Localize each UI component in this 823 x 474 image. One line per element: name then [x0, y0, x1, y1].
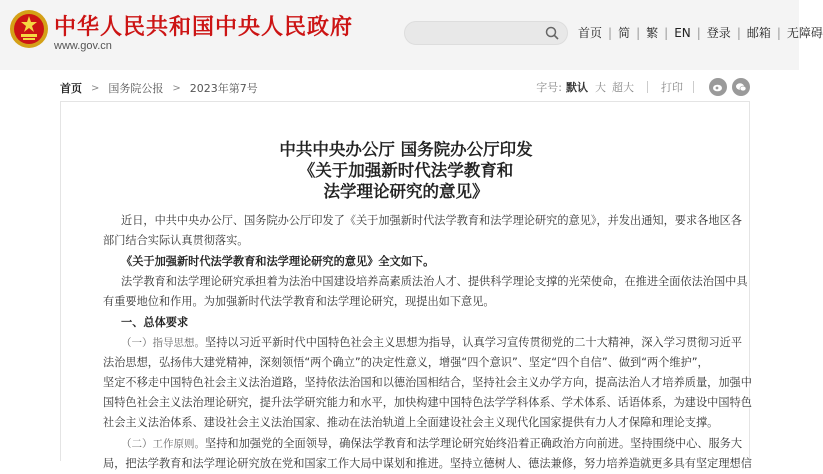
site-name[interactable]: 中华人民共和国中央人民政府 [54, 14, 354, 40]
breadcrumb-section[interactable]: 国务院公报 [108, 82, 164, 95]
paragraph-text: 法学教育和法学理论研究承担着为法治中国建设培养高素质法治人才、提供科学理论支撑的光荣使命，在推进全面依法治国中具 [121, 275, 748, 288]
link-home[interactable]: 首页 [578, 26, 603, 40]
paragraph-text: 坚定不移走中国特色社会主义法治道路，坚持依法治国和以德治国相结合，坚持社会主义办学方向，提高法治人才培养质量，加强中 [103, 376, 752, 389]
article-title-line2: 《关于加强新时代法学教育和 [298, 161, 514, 180]
paragraph-text: 法治思想，弘扬伟大建党精神，深刻领悟“两个确立”的决定性意义，增强“四个意识”、坚定“四个自信”、做到“两个维护”， [103, 356, 709, 369]
paragraph-heading: 《关于加强新时代法学教育和法学理论研究的意见》全文如下。 [121, 255, 435, 268]
breadcrumb-issue[interactable]: 2023年第7号 [189, 82, 258, 95]
print-button[interactable]: 打印 [661, 81, 683, 94]
subsection-label: （二）工作原则。 [121, 438, 205, 450]
breadcrumb-bar [60, 76, 750, 96]
weibo-share-icon[interactable] [709, 78, 727, 96]
top-links [578, 24, 823, 41]
breadcrumb [60, 80, 258, 96]
divider: | [608, 25, 613, 40]
link-english[interactable]: EN [674, 25, 691, 40]
divider: | [736, 25, 741, 40]
article-title-line3: 法学理论研究的意见》 [323, 182, 489, 201]
paragraph-text: 国特色社会主义法治理论研究，提升法学研究能力和水平，加快构建中国特色法学学科体系、学术体系、话语体系，为建设中国特色 [103, 396, 752, 409]
subsection-label: （一）指导思想。 [121, 337, 205, 349]
article-title-line1: 中共中央办公厅 国务院办公厅印发 [279, 140, 533, 159]
font-size-xlarge[interactable]: 超大 [612, 81, 634, 94]
divider: | [776, 25, 781, 40]
search-icon[interactable] [545, 26, 559, 40]
link-simplified[interactable]: 简 [618, 26, 631, 40]
link-mailbox[interactable]: 邮箱 [746, 26, 771, 40]
divider [647, 81, 648, 93]
paragraph-text: 部门结合实际认真贯彻落实。 [103, 234, 249, 247]
paragraph-text: 社会主义法治体系、建设社会主义法治国家、推动在法治轨道上全面建设社会主义现代化国家提供有力人才保障和理论支撑。 [103, 416, 719, 429]
wechat-share-icon[interactable] [732, 78, 750, 96]
site-header [0, 0, 823, 70]
paragraph-text: 有重要地位和作用。为加强新时代法学教育和法学理论研究，现提出如下意见。 [103, 295, 495, 308]
paragraph-text: 局，把法学教育和法学理论研究放在党和国家工作大局中谋划和推进。坚持立德树人、德法兼修，努力培养造就更多具有坚定理想信 [103, 457, 752, 470]
breadcrumb-home[interactable]: 首页 [60, 82, 82, 95]
font-size-default[interactable]: 默认 [566, 81, 588, 94]
divider: | [664, 25, 669, 40]
font-size-label: 字号: [536, 81, 562, 94]
link-accessibility[interactable]: 无障碍 [786, 26, 823, 40]
divider [693, 81, 694, 93]
paragraph-text [121, 333, 743, 353]
section-heading: 一、总体要求 [121, 316, 189, 329]
font-size-large[interactable]: 大 [595, 81, 606, 94]
chevron-right-icon: > [91, 82, 100, 94]
site-url: www.gov.cn [54, 40, 112, 52]
article-tools [536, 78, 750, 96]
paragraph-text [121, 434, 743, 454]
paragraph-text: 坚持以习近平新时代中国特色社会主义思想为指导，认真学习宣传贯彻党的二十大精神，深入学习贯彻习近平 [205, 336, 743, 349]
paragraph-text: 近日，中共中央办公厅、国务院办公厅印发了《关于加强新时代法学教育和法学理论研究的意见》，并发出通知，要求各地区各 [121, 214, 742, 227]
divider: | [636, 25, 641, 40]
paragraph-text: 坚持和加强党的全面领导，确保法学教育和法学理论研究始终沿着正确政治方向前进。坚持围绕中心、服务大 [205, 437, 743, 450]
article-card [60, 101, 752, 470]
link-traditional[interactable]: 繁 [646, 26, 659, 40]
search-input[interactable] [404, 21, 568, 45]
divider: | [696, 25, 701, 40]
chevron-right-icon: > [172, 82, 181, 94]
national-emblem-icon[interactable] [8, 8, 50, 50]
link-login[interactable]: 登录 [706, 26, 731, 40]
